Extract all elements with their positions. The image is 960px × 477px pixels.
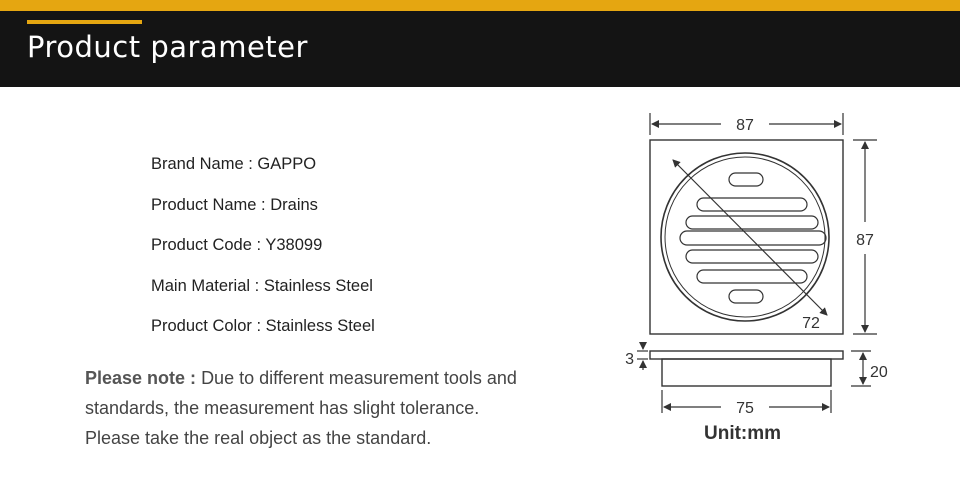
spec-product-color: Product Color : Stainless Steel (151, 317, 375, 335)
spec-label: Product Color (151, 317, 252, 335)
grate-slot (686, 216, 818, 229)
grate-slot (697, 270, 807, 283)
title-accent-bar (27, 20, 142, 24)
spec-main-material: Main Material : Stainless Steel (151, 276, 373, 295)
note-line-1 (85, 363, 585, 393)
grate-slot (729, 290, 763, 303)
spec-value: Stainless Steel (265, 317, 375, 335)
spec-product-code: Product Code : Y38099 (151, 236, 323, 254)
profile-body (662, 359, 831, 386)
spec-value: Y38099 (265, 236, 323, 254)
note-line-2: standards, the measurement has slight tolerance. (85, 398, 480, 418)
spec-product-name: Product Name : Drains (151, 195, 318, 214)
body-width-label: 75 (736, 400, 754, 417)
note-label: Please note : (85, 368, 197, 388)
spec-value: Drains (270, 195, 318, 214)
spec-label: Product Code (151, 236, 252, 254)
spec-label: Brand Name (151, 155, 244, 173)
unit-label: Unit:mm (704, 423, 782, 444)
dimension-diagram (615, 100, 905, 420)
profile-flange (650, 351, 843, 359)
spec-label: Main Material (151, 276, 251, 295)
grate-slot (686, 250, 818, 263)
note-text-1: Due to different measurement tools and (201, 368, 517, 388)
grate-slot (680, 231, 826, 245)
spec-label: Product Name (151, 195, 257, 214)
side-height-label: 87 (856, 232, 874, 249)
spec-value: GAPPO (257, 155, 317, 173)
top-width-label: 87 (736, 117, 754, 134)
note-line-3: Please take the real object as the standard. (85, 428, 432, 448)
grate-slot (729, 173, 763, 186)
diameter-label: 72 (802, 315, 820, 332)
spec-list (151, 155, 375, 358)
drain-square-plate (650, 140, 843, 334)
spec-value: Stainless Steel (263, 276, 373, 295)
page-title: Product parameter (27, 30, 308, 64)
flange-thickness-label: 3 (625, 351, 634, 368)
drain-round-grate (661, 153, 829, 321)
spec-brand-name: Brand Name : GAPPO (151, 155, 317, 173)
header-banner (0, 0, 960, 87)
tolerance-note (85, 363, 585, 453)
drain-round-grate-inner (665, 157, 825, 317)
header-gold-stripe (0, 0, 960, 11)
total-height-label: 20 (870, 364, 888, 381)
